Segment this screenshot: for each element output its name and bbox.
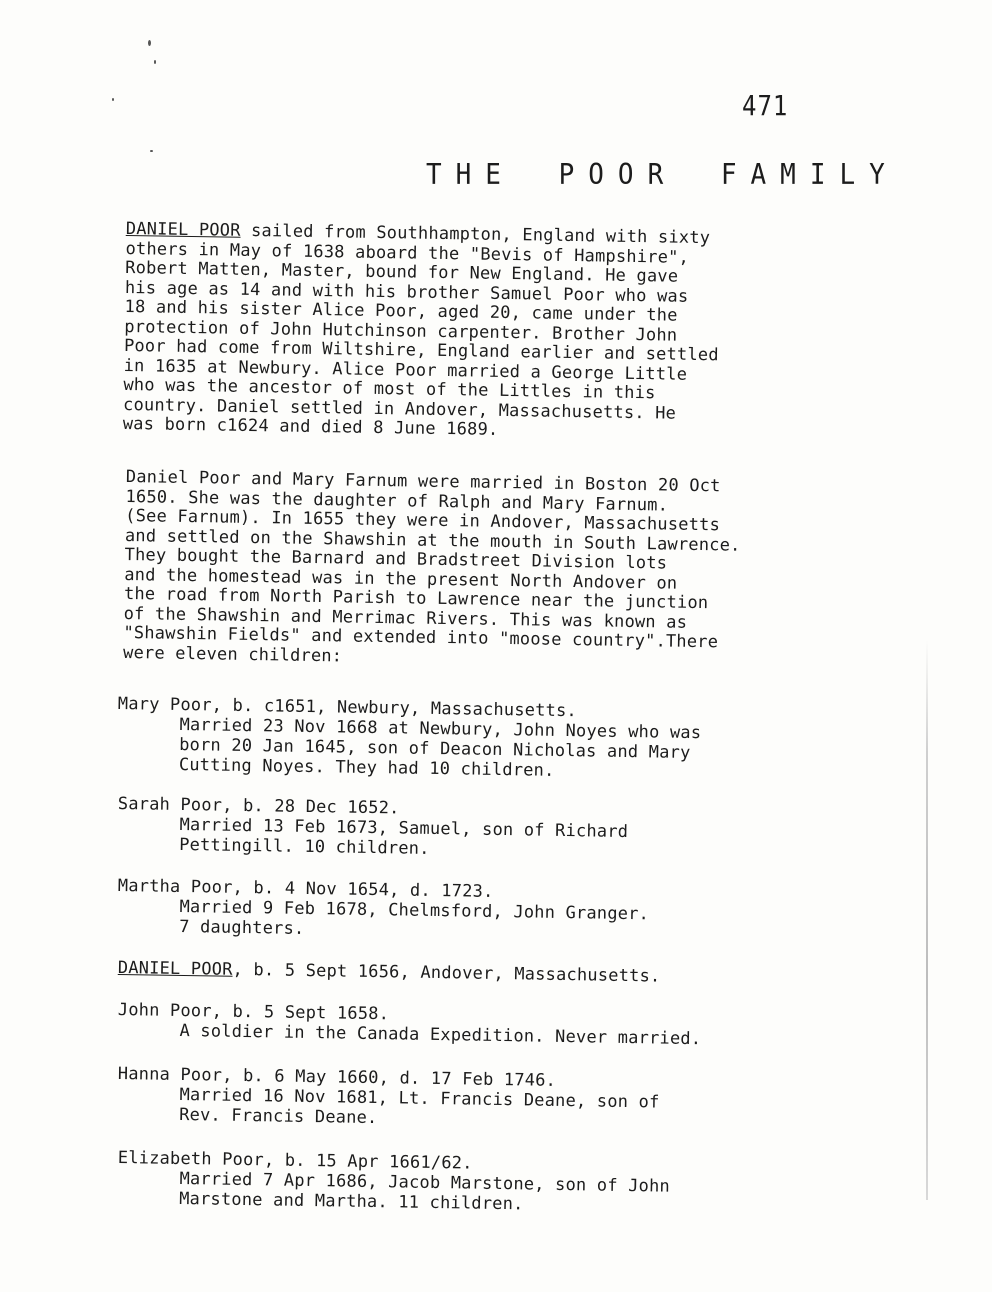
child-heading: Hanna Poor, b. 6 May 1660, d. 17 Feb 1746. [117,1064,557,1091]
child-detail: Married 16 Nov 1681, Lt. Francis Deane, son of Rev. Francis Deane. [179,1084,660,1129]
child-entry [117,694,818,785]
intro-name: DANIEL POOR [125,219,241,241]
child-name: DANIEL POOR [117,958,233,980]
child-entry [118,958,818,989]
page-title: THE POOR FAMILY [426,158,899,192]
child-heading: Martha Poor, b. 4 Nov 1654, d. 1723. [117,876,494,902]
marriage-paragraph: Daniel Poor and Mary Farnum were married in Boston 20 Oct 1650. She was the daughter of Ralph and Mary Farnum. (See Farnum). In 1655 they were in Andover, Massachusetts and settled on the Shawshin at the mouth in South Lawrence. They bought the Barnard and Bradstreet Division lots and the homestead was in the present North Andover on the road from North Parish to Lawrence near the junction of the Shawshin and Merrimac Rivers. This was known as "Shawshin Fields" and extended into "moose country".There were eleven children: [122,467,741,666]
child-entry [117,1000,818,1051]
scan-speck [150,150,153,152]
child-detail: Married 7 Apr 1686, Jacob Marstone, son of John Marstone and Martha. 11 children. [179,1168,671,1215]
intro-text: sailed from Southhampton, England with sixty others in May of 1638 aboard the "Bevis of Hampshire", Robert Matten, Master, bound for New England. He gave his age as 14 and with his brother Samuel Poor who was 18 and his sister Alice Poor, aged 20, came under the protection of John Hutchinson carpenter. Brother John Poor had come from Wiltshire, England earlier and settled in 1635 at Newbury. Alice Poor married a George Little who was the ancestor of most of the Littles in this country. Daniel settled in Andover, Massachusetts. He was born c1624 and died 8 June 1689. [122,220,719,440]
scan-speck [112,98,114,101]
child-heading: Sarah Poor, b. 28 Dec 1652. [117,794,400,819]
scan-speck [154,60,156,64]
child-entry [117,1064,818,1135]
child-heading: Mary Poor, b. c1651, Newbury, Massachusetts. [117,694,578,722]
scan-speck [148,40,151,46]
child-entry [117,876,818,947]
child-entry [117,794,818,865]
child-detail: Married 13 Feb 1673, Samuel, son of Richard Pettingill. 10 children. [179,814,629,859]
page-number: 471 [742,89,789,123]
child-detail: Married 9 Feb 1678, Chelmsford, John Granger. 7 daughters. [179,896,650,939]
intro-paragraph [123,220,816,445]
child-detail: A soldier in the Canada Expedition. Never married. [179,1020,702,1050]
child-heading: Elizabeth Poor, b. 15 Apr 1661/62. [117,1148,473,1174]
child-heading [118,958,818,989]
child-heading-rest: , b. 5 Sept 1656, Andover, Massachusetts. [232,959,661,987]
child-heading: John Poor, b. 5 Sept 1658. [117,1000,390,1025]
child-detail: Married 23 Nov 1668 at Newbury, John Noyes who was born 20 Jan 1645, son of Deacon Nicholas and Mary Cutting Noyes. They had 10 children. [178,714,702,781]
child-entry [117,1148,818,1219]
scan-edge-shadow [926,640,928,1200]
